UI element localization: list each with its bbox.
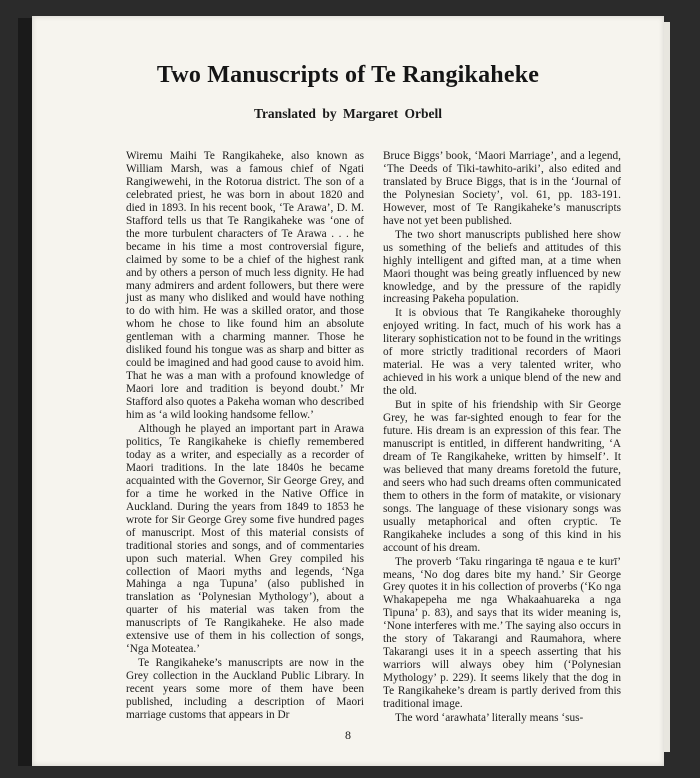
book-page — [32, 16, 664, 766]
paragraph: Wiremu Maihi Te Rangikaheke, also known as William Marsh, was a famous chief of Ngati Rangiwewehi, in the Rotorua district. The son of a celebrated priest, he was born in about 1820 and died in 1893. In his recent book, ‘Te Arawa’, D. M. Stafford tells us that Te Rangikaheke was ‘one of the more turbulent characters of Te Arawa . . . he became in his time a most controversial figure, claimed by some to be a chief of the highest rank and by others a person of much less dignity. He had many admirers and ardent followers, but there were just as many who disliked and would have nothing to do with him. He was a skilled orator, and those whom he chose to like found him an absolute gentleman with a charming manner. Those he disliked found his tongue was as sharp and bitter as could be imagined and had good cause to avoid him. That he was a man with a profound knowledge of Maori lore and tradition is beyond doubt.’ Mr Stafford also quotes a Pakeha woman who described him as ‘a wild looking handsome fellow.’ — [126, 150, 364, 422]
facing-page-edge — [664, 22, 670, 752]
paragraph: The two short manuscripts published here show us something of the beliefs and attitudes of this highly intelligent and gifted man, at a time when Maori thought was being greatly influenced by new knowledge, and by the pressure of the rapidly increasing Pakeha population. — [383, 228, 621, 306]
paragraph: Bruce Biggs’ book, ‘Maori Marriage’, and a legend, ‘The Deeds of Tiki-tawhito-ariki’, also edited and translated by Bruce Biggs, that is in the ‘Journal of the Polynesian Society’, vol. 61, pp. 183-191. However, most of Te Rangikaheke’s manuscripts have not yet been published. — [383, 150, 621, 227]
paragraph: It is obvious that Te Rangikaheke thoroughly enjoyed writing. In fact, much of his work has a literary sophistication not to be found in the writings of more strictly traditional recorders of Maori material. He was a very talented writer, who achieved in his work a unique blend of the new and the old. — [383, 307, 621, 398]
paragraph: The proverb ‘Taku ringaringa tē ngaua e te kurī’ means, ‘No dog dares bite my hand.’ Sir George Grey quotes it in his collection of proverbs (‘Ko nga Whakapepeha me nga Whakaahuareka a nga Tipuna’ p. 83), and says that its wider meaning is, ‘None interferes with me.’ The saying also occurs in the story of Takarangi and Raumahora, where Takarangi uses it in a speech asserting that his warriors will always obey him (‘Polynesian Mythology’ p. 229). It seems likely that the dog in Te Rangikaheke’s dream is partly derived from this traditional image. — [383, 555, 621, 711]
paragraph: But in spite of his friendship with Sir George Grey, he was far-sighted enough to fear for the future. His dream is an expression of this fear. The manuscript is entitled, in different handwriting, ‘A dream of Te Rangikaheke, written by himself’. It was believed that many dreams foretold the future, and seers who had such dreams often communicated them to others in the form of matakite, or visionary songs. The language of these visionary songs was usually metaphorical and often cryptic. Te Rangikaheke includes a song of this kind in his account of his dream. — [383, 399, 621, 554]
paragraph: Te Rangikaheke’s manuscripts are now in the Grey collection in the Auckland Public Library. In recent years some more of them have been published, including a description of Maori marriage customs that appears in Dr — [126, 657, 364, 721]
right-text-column — [383, 150, 621, 726]
page-number: 8 — [345, 728, 351, 742]
article-title: Two Manuscripts of Te Rangikaheke — [156, 62, 540, 88]
paragraph: The word ‘arawhata’ literally means ‘sus- — [395, 711, 584, 724]
left-text-column — [126, 150, 364, 723]
article-byline: Translated by Margaret Orbell — [253, 106, 443, 121]
paragraph: Although he played an important part in Arawa politics, Te Rangikaheke is chiefly remembered today as a writer, and especially as a recorder of Maori traditions. In the late 1840s he became acquainted with the Governor, Sir George Grey, and for a time he worked in the Native Office in Auckland. During the years from 1849 to 1853 he wrote for Sir George Grey some five hundred pages of manuscript. Most of this material consists of traditional stories and songs, and of commentaries upon such material. When Grey compiled his collection of Maori myths and legends, ‘Nga Mahinga a nga Tupuna’ (also published in translation as ‘Polynesian Mythology’), about a quarter of his material was taken from the manuscripts of Te Rangikaheke. He also made extensive use of them in his collection of songs, ‘Nga Moteatea.’ — [126, 423, 364, 656]
scan-left-margin — [18, 18, 32, 766]
